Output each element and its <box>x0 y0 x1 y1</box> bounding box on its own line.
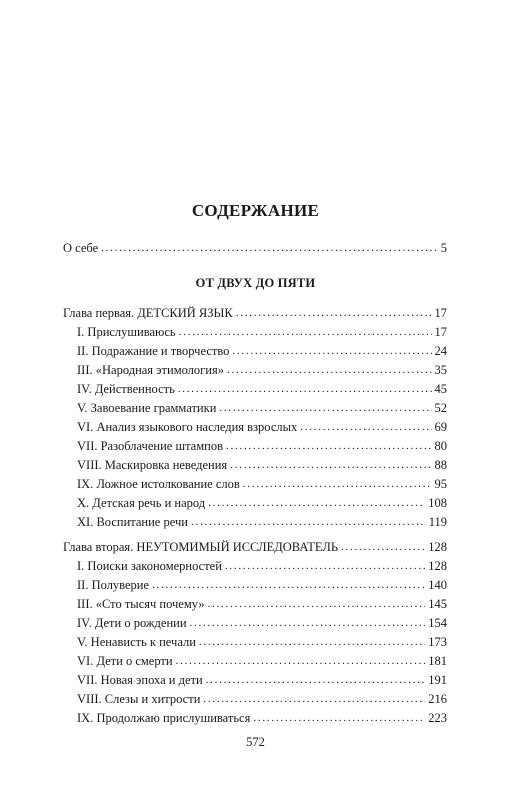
toc-label: VII. Разоблачение штампов <box>77 439 223 453</box>
toc-page-number: 119 <box>428 515 447 529</box>
toc-entry <box>77 322 447 342</box>
toc-chapter-1 <box>63 303 447 323</box>
dot-leader <box>300 416 431 437</box>
toc-entry <box>77 708 447 728</box>
dot-leader <box>219 397 431 418</box>
dot-leader <box>199 631 425 652</box>
toc-label: О себе <box>63 241 99 255</box>
dot-leader <box>253 707 425 728</box>
dot-leader <box>208 492 425 513</box>
toc-page-number: 140 <box>428 578 447 592</box>
toc-label: IX. Ложное истолкование слов <box>77 477 240 491</box>
toc-entry <box>77 417 447 437</box>
toc-page-number: 173 <box>428 635 447 649</box>
toc-label: VI. Дети о смерти <box>77 654 173 668</box>
toc-entry <box>77 670 447 690</box>
dot-leader <box>101 237 438 258</box>
toc-page-number: 128 <box>428 559 447 573</box>
toc-entry <box>77 594 447 614</box>
toc-page-number: 145 <box>428 597 447 611</box>
toc-entry <box>77 575 447 595</box>
dot-leader <box>179 321 432 342</box>
toc-page-number: 95 <box>434 477 447 491</box>
toc-label: VIII. Маскировка неведения <box>77 458 228 472</box>
dot-leader <box>176 650 426 671</box>
dot-leader <box>206 669 426 690</box>
dot-leader <box>243 473 432 494</box>
toc-entry <box>77 651 447 671</box>
page-title: СОДЕРЖАНИЕ <box>191 201 320 220</box>
toc-label: III. «Народная этимология» <box>77 363 224 377</box>
toc-entry <box>77 379 447 399</box>
toc-label: III. «Сто тысяч почему» <box>77 597 205 611</box>
dot-leader <box>232 340 431 361</box>
toc-label: V. Завоевание грамматики <box>77 401 217 415</box>
dot-leader <box>178 378 432 399</box>
toc-label: XI. Воспитание речи <box>77 515 188 529</box>
toc-page-number: 80 <box>434 439 447 453</box>
toc-label: II. Полуверие <box>77 578 150 592</box>
toc-entry <box>77 360 447 380</box>
dot-leader <box>190 612 426 633</box>
toc-page-number: 35 <box>434 363 447 377</box>
toc-entry <box>77 474 447 494</box>
toc-page-number: 128 <box>428 540 447 554</box>
toc-chapter-2 <box>63 537 447 557</box>
dot-leader <box>152 574 425 595</box>
dot-leader <box>203 688 425 709</box>
toc-page-number: 88 <box>434 458 447 472</box>
toc-entry <box>77 398 447 418</box>
page-number: 572 <box>246 735 265 749</box>
toc-page-number: 17 <box>434 306 447 320</box>
toc-entry <box>77 436 447 456</box>
toc-label: IV. Дети о рождении <box>77 616 187 630</box>
toc-page-number: 52 <box>434 401 447 415</box>
dot-leader <box>208 593 426 614</box>
toc-page-number: 181 <box>428 654 447 668</box>
toc-page-number: 191 <box>428 673 447 687</box>
dot-leader <box>225 555 425 576</box>
toc-page-number: 24 <box>434 344 447 358</box>
toc-label: VII. Новая эпоха и дети <box>77 673 203 687</box>
dot-leader <box>227 359 432 380</box>
toc-label: II. Подражание и творчество <box>77 344 230 358</box>
toc-label: IX. Продолжаю прислушиваться <box>77 711 251 725</box>
toc-label: VIII. Слезы и хитрости <box>77 692 201 706</box>
toc-entry <box>77 689 447 709</box>
toc-entry <box>77 512 447 532</box>
toc-entry <box>77 493 447 513</box>
part-title: ОТ ДВУХ ДО ПЯТИ <box>195 276 316 290</box>
toc-page-number: 108 <box>428 496 447 510</box>
toc-page-number: 45 <box>434 382 447 396</box>
dot-leader <box>191 511 426 532</box>
toc-label: V. Ненависть к печали <box>77 635 196 649</box>
toc-label: X. Детская речь и народ <box>77 496 206 510</box>
toc-label: Глава первая. ДЕТСКИЙ ЯЗЫК <box>63 306 233 320</box>
toc-page-number: 69 <box>434 420 447 434</box>
dot-leader <box>341 536 425 557</box>
toc-label: IV. Действенность <box>77 382 175 396</box>
toc-page-number: 154 <box>428 616 447 630</box>
toc-label: Глава вторая. НЕУТОМИМЫЙ ИССЛЕДОВАТЕЛЬ <box>63 540 339 554</box>
toc-entry <box>77 455 447 475</box>
dot-leader <box>236 302 432 323</box>
toc-label: I. Поиски закономерностей <box>77 559 222 573</box>
toc-label: VI. Анализ языкового наследия взрослых <box>77 420 298 434</box>
toc-entry <box>77 341 447 361</box>
toc-page-number: 216 <box>428 692 447 706</box>
toc-page-number: 223 <box>428 711 447 725</box>
toc-entry <box>77 613 447 633</box>
toc-page-number: 5 <box>440 241 447 255</box>
toc-entry <box>77 632 447 652</box>
toc-label: I. Прислушиваюсь <box>77 325 176 339</box>
dot-leader <box>230 454 431 475</box>
toc-entry-preface <box>63 238 447 258</box>
dot-leader <box>226 435 432 456</box>
toc-entry <box>77 556 447 576</box>
toc-page-number: 17 <box>434 325 447 339</box>
